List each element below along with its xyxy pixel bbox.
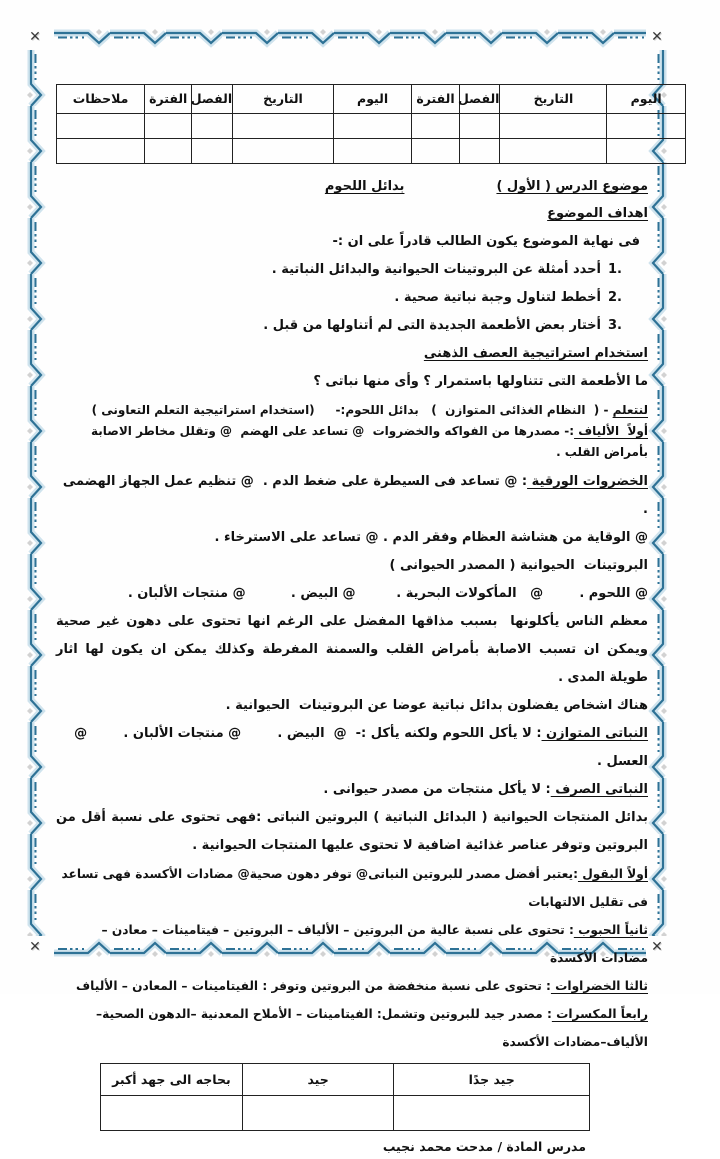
text-line bbox=[56, 860, 648, 916]
schedule-header-cell: اليوم bbox=[607, 85, 686, 114]
line-text: :يعتبر أفضل مصدر للبروتين النباتى@ توفر دهون صحية@ مضادات الأكسدة فهى تساعد فى تقليل الالتهابات bbox=[57, 867, 648, 909]
line-text: بدائل المنتجات الحيوانية ( البدائل النباتية ) البروتين النباتى :فهى تحتوى على نسبة أقل من البروتين وتوفر عناصر غذائية اضافية لا تحتوى عليها المنتجات الحيوانية . bbox=[51, 810, 648, 853]
schedule-empty-cell bbox=[607, 139, 686, 164]
text-line bbox=[56, 400, 648, 421]
line-text: - ( النظام الغذائى المتوازن ) بدائل اللحوم:- (استخدام استراتيجية التعلم التعاونى ) bbox=[91, 403, 613, 417]
goal-item bbox=[56, 256, 622, 284]
schedule-header-cell: اليوم bbox=[333, 85, 412, 114]
line-lead: أولاً البقول bbox=[577, 867, 648, 881]
text-line bbox=[56, 720, 648, 776]
line-lead: النباتى المتوازن bbox=[541, 726, 648, 741]
strategy-heading: استخدام استراتيجية العصف الذهنى bbox=[423, 346, 648, 361]
text-line bbox=[56, 524, 648, 552]
goal-item bbox=[56, 312, 622, 340]
line-text: : لا يأكل اللحوم ولكنه يأكل :- @ البيض . @ منتجات الألبان . @ العسل . bbox=[69, 726, 648, 769]
evaluation-empty-cell bbox=[394, 1096, 590, 1131]
text-line bbox=[56, 776, 648, 804]
schedule-header-cell: التاريخ bbox=[233, 85, 334, 114]
evaluation-header-cell: جيد جدًا bbox=[394, 1064, 590, 1096]
corner-x-icon: ✕ bbox=[651, 29, 663, 45]
evaluation-table bbox=[100, 1063, 590, 1131]
text-line bbox=[56, 552, 648, 580]
goal-number: 3. bbox=[608, 318, 622, 333]
goal-text: أختار بعض الأطعمة الجديدة التى لم أتناولها من قبل . bbox=[263, 318, 602, 333]
text-line bbox=[56, 580, 648, 608]
line-text: : تحتوى على نسبة عالية من البروتين – الألياف – البروتين – فيتامينات – معادن – مضادات الأكسدة bbox=[93, 923, 648, 965]
corner-x-icon: ✕ bbox=[651, 939, 663, 955]
line-lead: رابعاً المكسرات bbox=[551, 1007, 648, 1021]
schedule-empty-row bbox=[57, 114, 686, 139]
line-lead: أولاً الألياف bbox=[574, 424, 648, 438]
line-lead: ثالثا الخضراوات bbox=[550, 979, 648, 993]
lesson-subject-line bbox=[56, 173, 648, 200]
schedule-header-cell: الفترة bbox=[145, 85, 192, 114]
line-text: :- مصدرها من الفواكه والخضروات @ تساعد على الهضم @ وتقلل مخاطر الاصابة بأمراض القلب . bbox=[86, 424, 648, 459]
text-paragraph bbox=[51, 608, 648, 692]
line-text: : لا يأكل منتجات من مصدر حيوانى . bbox=[323, 782, 551, 797]
zigzag-border-top bbox=[54, 28, 646, 48]
text-line bbox=[56, 1000, 648, 1056]
line-text: @ اللحوم . @ المأكولات البحرية . @ البيض . @ منتجات الألبان . bbox=[127, 586, 648, 601]
corner-x-icon: ✕ bbox=[29, 29, 41, 45]
text-line bbox=[56, 972, 648, 1000]
objectives-intro: فى نهاية الموضوع يكون الطالب قادراً على ان :- bbox=[332, 234, 640, 249]
lesson-subject-value: بدائل اللحوم bbox=[324, 179, 405, 194]
text-line bbox=[56, 468, 648, 524]
line-text: البروتينات الحيوانية ( المصدر الحيوانى ) bbox=[389, 558, 648, 573]
schedule-header-cell: الفصل bbox=[459, 85, 500, 114]
line-text: هناك اشخاص يفضلون بدائل نباتية عوضا عن البروتينات الحيوانية . bbox=[225, 698, 648, 713]
evaluation-empty-row bbox=[101, 1096, 590, 1131]
schedule-empty-cell bbox=[607, 114, 686, 139]
text-paragraph bbox=[51, 804, 648, 860]
line-text: : مصدر جيد للبروتين وتشمل: الفيتامينات – الأملاح المعدنية –الدهون الصحية– الألياف–مضادات الأكسدة bbox=[91, 1007, 648, 1049]
evaluation-header-cell: بحاجه الى جهد أكبر bbox=[101, 1064, 243, 1096]
goal-item bbox=[56, 284, 622, 312]
zigzag-border-left bbox=[26, 50, 46, 936]
line-text: @ الوقاية من هشاشة العظام وفقر الدم . @ تساعد على الاسترخاء . bbox=[214, 530, 648, 545]
goal-text: أخطط لتناول وجبة نباتية صحية . bbox=[394, 290, 602, 305]
zigzag-border-right bbox=[648, 50, 668, 936]
corner-x-icon: ✕ bbox=[29, 939, 41, 955]
goal-text: أحدد أمثلة عن البروتينات الحيوانية والبدائل النباتية . bbox=[271, 262, 602, 277]
schedule-table bbox=[56, 84, 686, 164]
line-text: : تحتوى على نسبة منخفضة من البروتين وتوفر : الفيتامينات – المعادن – الألياف bbox=[76, 979, 551, 993]
objectives-heading: اهداف الموضوع bbox=[547, 206, 648, 221]
schedule-header-cell: ملاحظات bbox=[57, 85, 145, 114]
schedule-empty-row bbox=[57, 139, 686, 164]
text-line bbox=[56, 421, 648, 463]
schedule-header-cell: التاريخ bbox=[500, 85, 607, 114]
text-line bbox=[56, 692, 648, 720]
teacher-signature: مدرس المادة / مدحت محمد نجيب bbox=[382, 1139, 586, 1154]
line-lead: النباتى الصرف bbox=[550, 782, 648, 797]
goal-number: 1. bbox=[608, 262, 622, 277]
line-lead: الخضروات الورقية bbox=[527, 474, 648, 489]
line-text: : @ تساعد فى السيطرة على ضغط الدم . @ تنظيم عمل الجهاز الهضمى . bbox=[58, 474, 648, 517]
schedule-header-cell: الفصل bbox=[192, 85, 233, 114]
line-lead: ثانياً الحبوب bbox=[573, 923, 648, 937]
text-line bbox=[56, 916, 648, 972]
goal-number: 2. bbox=[608, 290, 622, 305]
lesson-subject-label: موضوع الدرس ( الأول ) bbox=[496, 179, 648, 194]
evaluation-header-cell: جيد bbox=[242, 1064, 394, 1096]
line-lead: لنتعلم bbox=[612, 403, 648, 417]
schedule-header-cell: الفترة bbox=[412, 85, 459, 114]
document-content bbox=[51, 84, 662, 1159]
line-text: معظم الناس يأكلونها بسبب مذاقها المفضل على الرغم انها تحتوى على دهون غير صحية ويمكن ان تسبب الاصابة بأمراض القلب والسمنة المفرطة وكذلك يمكن ان يكون لها اثار طويلة المدى . bbox=[51, 614, 648, 685]
warmup-question: ما الأطعمة التى تتناولها باستمرار ؟ وأى منها نباتى ؟ bbox=[313, 374, 648, 389]
